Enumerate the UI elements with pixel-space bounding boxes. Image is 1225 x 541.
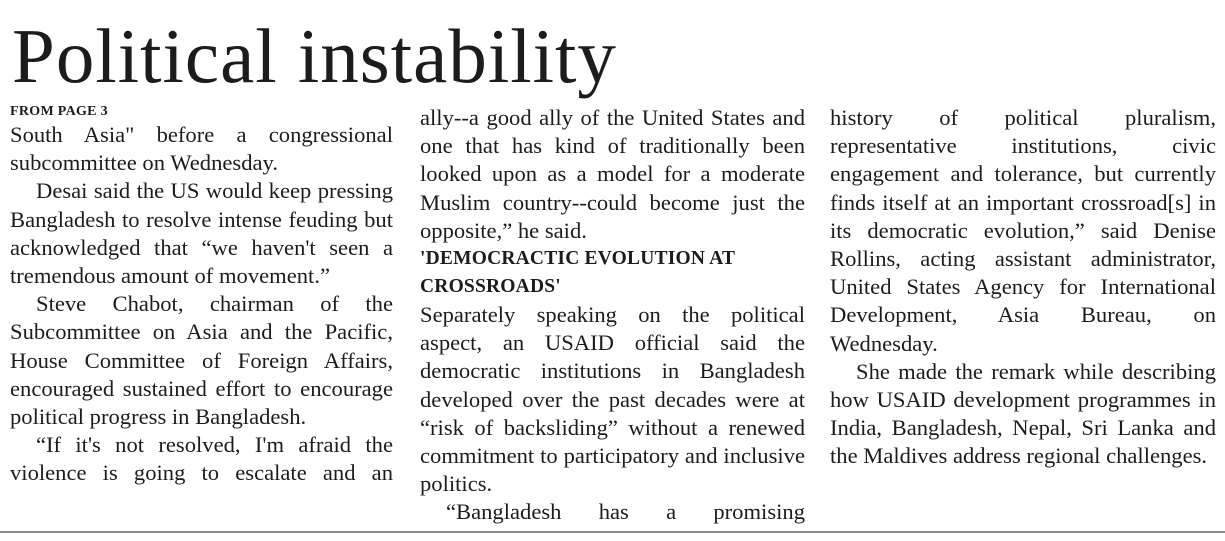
paragraph: Separately speaking on the political aspect, an USAID official said the democratic institutions in Bangladesh developed over the past decades were at “risk of backsliding” without a renewed commitment to participatory and inclusive politics.	[420, 302, 805, 497]
article-column-3	[830, 104, 1216, 471]
article-column-2	[420, 104, 805, 527]
paragraph: “If it's not resolved, I'm afraid the violence is going to escalate and an	[10, 432, 393, 486]
headline: Political instability	[12, 13, 617, 99]
paragraph: history of political pluralism, representative institutions, civic engagement and tolerance, but currently finds itself at an important crossroad[s] in its democratic evolution,” said Denise Rollins, acting assistant administrator, United States Agency for International Development, Asia Bureau, on Wednesday.	[830, 105, 1216, 356]
top-border	[0, 0, 1225, 4]
subhead: 'DEMOCRACTIC EVOLUTION AT CROSSROADS'	[420, 248, 735, 298]
continuation-kicker: FROM PAGE 3	[10, 104, 108, 119]
paragraph: Steve Chabot, chairman of the Subcommittee on Asia and the Pacific, House Committee of Foreign Affairs, encouraged sustained effort to encourage political progress in Bangladesh.	[10, 291, 393, 430]
paragraph: She made the remark while describing how USAID development programmes in India, Bangladesh, Nepal, Sri Lanka and the Maldives address regional challenges.	[830, 358, 1216, 469]
paragraph: ally--a good ally of the United States and one that has kind of traditionally been looked upon as a model for a moderate Muslim country--could become just the opposite,” he said.	[420, 105, 805, 243]
paragraph: “Bangladesh has a promising	[446, 499, 805, 525]
article-column-1	[10, 104, 393, 488]
bottom-rule	[0, 531, 1225, 533]
paragraph: South Asia" before a congressional subcommittee on Wednesday.	[10, 122, 393, 176]
paragraph: Desai said the US would keep pressing Bangladesh to resolve intense feuding but acknowledged that “we haven't seen a tremendous amount of movement.”	[10, 178, 393, 289]
